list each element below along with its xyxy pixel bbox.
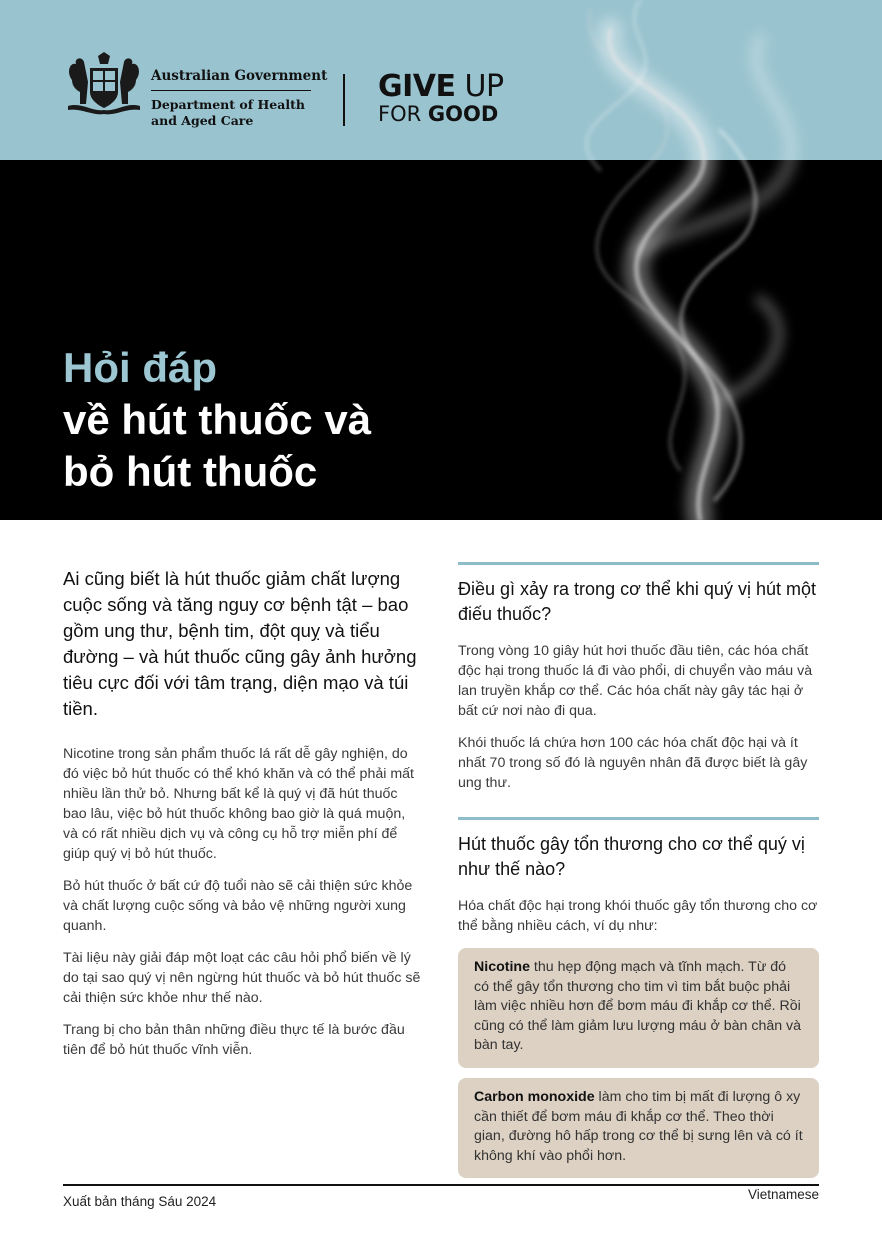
nicotine-callout bbox=[458, 948, 819, 1068]
section-1-paragraph-2: Khói thuốc lá chứa hơn 100 các hóa chất độc hại và ít nhất 70 trong số đó là nguyên nhân đã được biết là gây ung thư. bbox=[458, 735, 808, 791]
carbon-monoxide-text: làm cho tim bị mất đi lượng ô xy cần thiết để bơm máu đi khắp cơ thể. Theo thời gian, đường hô hấp trong cơ thể bị sưng lên và có ít không khí vào phổi hơn. bbox=[474, 1088, 803, 1164]
intro-paragraph-1: Nicotine trong sản phẩm thuốc lá rất dễ gây nghiện, do đó việc bỏ hút thuốc có thể khó khăn và có thể phải mất nhiều lần thử bỏ. Nhưng bất kể là quý vị đã hút thuốc bao lâu, việc bỏ hút thuốc không bao giờ là quá muộn, và có rất nhiều dịch vụ và công cụ hỗ trợ miễn phí để giúp quý vị bỏ hút thuốc. bbox=[63, 746, 414, 862]
department-line-2: and Aged Care bbox=[151, 113, 254, 128]
intro-paragraph-2: Bỏ hút thuốc ở bất cứ độ tuổi nào sẽ cải thiện sức khỏe và chất lượng cuộc sống và bảo vệ những người xung quanh. bbox=[63, 878, 413, 934]
department-name bbox=[151, 97, 311, 129]
carbon-monoxide-term: Carbon monoxide bbox=[474, 1088, 595, 1105]
language-label: Vietnamese bbox=[747, 1187, 819, 1202]
brand-up: UP bbox=[455, 69, 504, 104]
logo-divider bbox=[343, 74, 345, 126]
title-line-1: Hỏi đáp bbox=[63, 344, 217, 391]
title-line-3: bỏ hút thuốc bbox=[63, 448, 318, 495]
government-logo bbox=[151, 68, 328, 129]
intro-paragraph-3: Tài liệu này giải đáp một loạt các câu hỏi phổ biến về lý do tại sao quý vị nên ngừng hút thuốc và bỏ hút thuốc sẽ cải thiện sức khỏe như thế nào. bbox=[63, 950, 421, 1006]
title-line-2: về hút thuốc và bbox=[63, 396, 372, 443]
government-name: Australian Government bbox=[151, 68, 311, 91]
section-2-heading: Hút thuốc gây tổn thương cho cơ thể quý vị như thế nào? bbox=[458, 834, 805, 879]
intro-column bbox=[63, 566, 423, 1072]
brand-good: GOOD bbox=[427, 102, 499, 126]
nicotine-text: thu hẹp động mạch và tĩnh mạch. Từ đó có thể gây tổn thương cho tim vì tim bắt buộc phải làm việc nhiều hơn để bơm máu đi khắp cơ thể. Rồi cũng có thể làm giảm lưu lượng máu ở bàn chân và bàn tay. bbox=[474, 959, 802, 1054]
section-1-paragraph-1: Trong vòng 10 giây hút hơi thuốc đầu tiên, các hóa chất độc hại trong thuốc lá đi vào phổi, di chuyển vào máu và lan truyền khắp cơ thể. Các hóa chất này gây tác hại ở bất cứ nơi nào đi qua. bbox=[458, 643, 813, 719]
brand-give: GIVE bbox=[378, 69, 456, 104]
coat-of-arms-icon bbox=[62, 52, 146, 116]
section-1-rule bbox=[458, 562, 819, 565]
publication-date: Xuất bản tháng Sáu 2024 bbox=[63, 1194, 217, 1209]
footer-rule bbox=[63, 1184, 819, 1186]
section-1-heading: Điều gì xảy ra trong cơ thể khi quý vị hút một điếu thuốc? bbox=[458, 579, 816, 624]
nicotine-term: Nicotine bbox=[474, 959, 530, 975]
intro-paragraph-4: Trang bị cho bản thân những điều thực tế là bước đầu tiên để bỏ hút thuốc vĩnh viễn. bbox=[63, 1022, 405, 1058]
brand-for: FOR bbox=[378, 102, 428, 126]
carbon-monoxide-callout bbox=[458, 1078, 819, 1178]
brand-line-2 bbox=[378, 102, 504, 126]
page-title bbox=[63, 342, 371, 498]
section-2-intro: Hóa chất độc hại trong khói thuốc gây tổn thương cho cơ thể bằng nhiều cách, ví dụ như: bbox=[458, 898, 818, 934]
department-line-1: Department of Health bbox=[151, 97, 305, 112]
intro-lead: Ai cũng biết là hút thuốc giảm chất lượng cuộc sống và tăng nguy cơ bệnh tật – bao gồm ung thư, bệnh tim, đột quỵ và tiểu đường – và hút thuốc cũng gây ảnh hưởng tiêu cực đối với tâm trạng, diện mạo và túi tiền. bbox=[63, 568, 417, 719]
give-up-for-good-logo bbox=[378, 69, 504, 126]
brand-line-1 bbox=[378, 69, 504, 104]
section-2-rule bbox=[458, 817, 819, 820]
questions-column bbox=[458, 562, 819, 1188]
